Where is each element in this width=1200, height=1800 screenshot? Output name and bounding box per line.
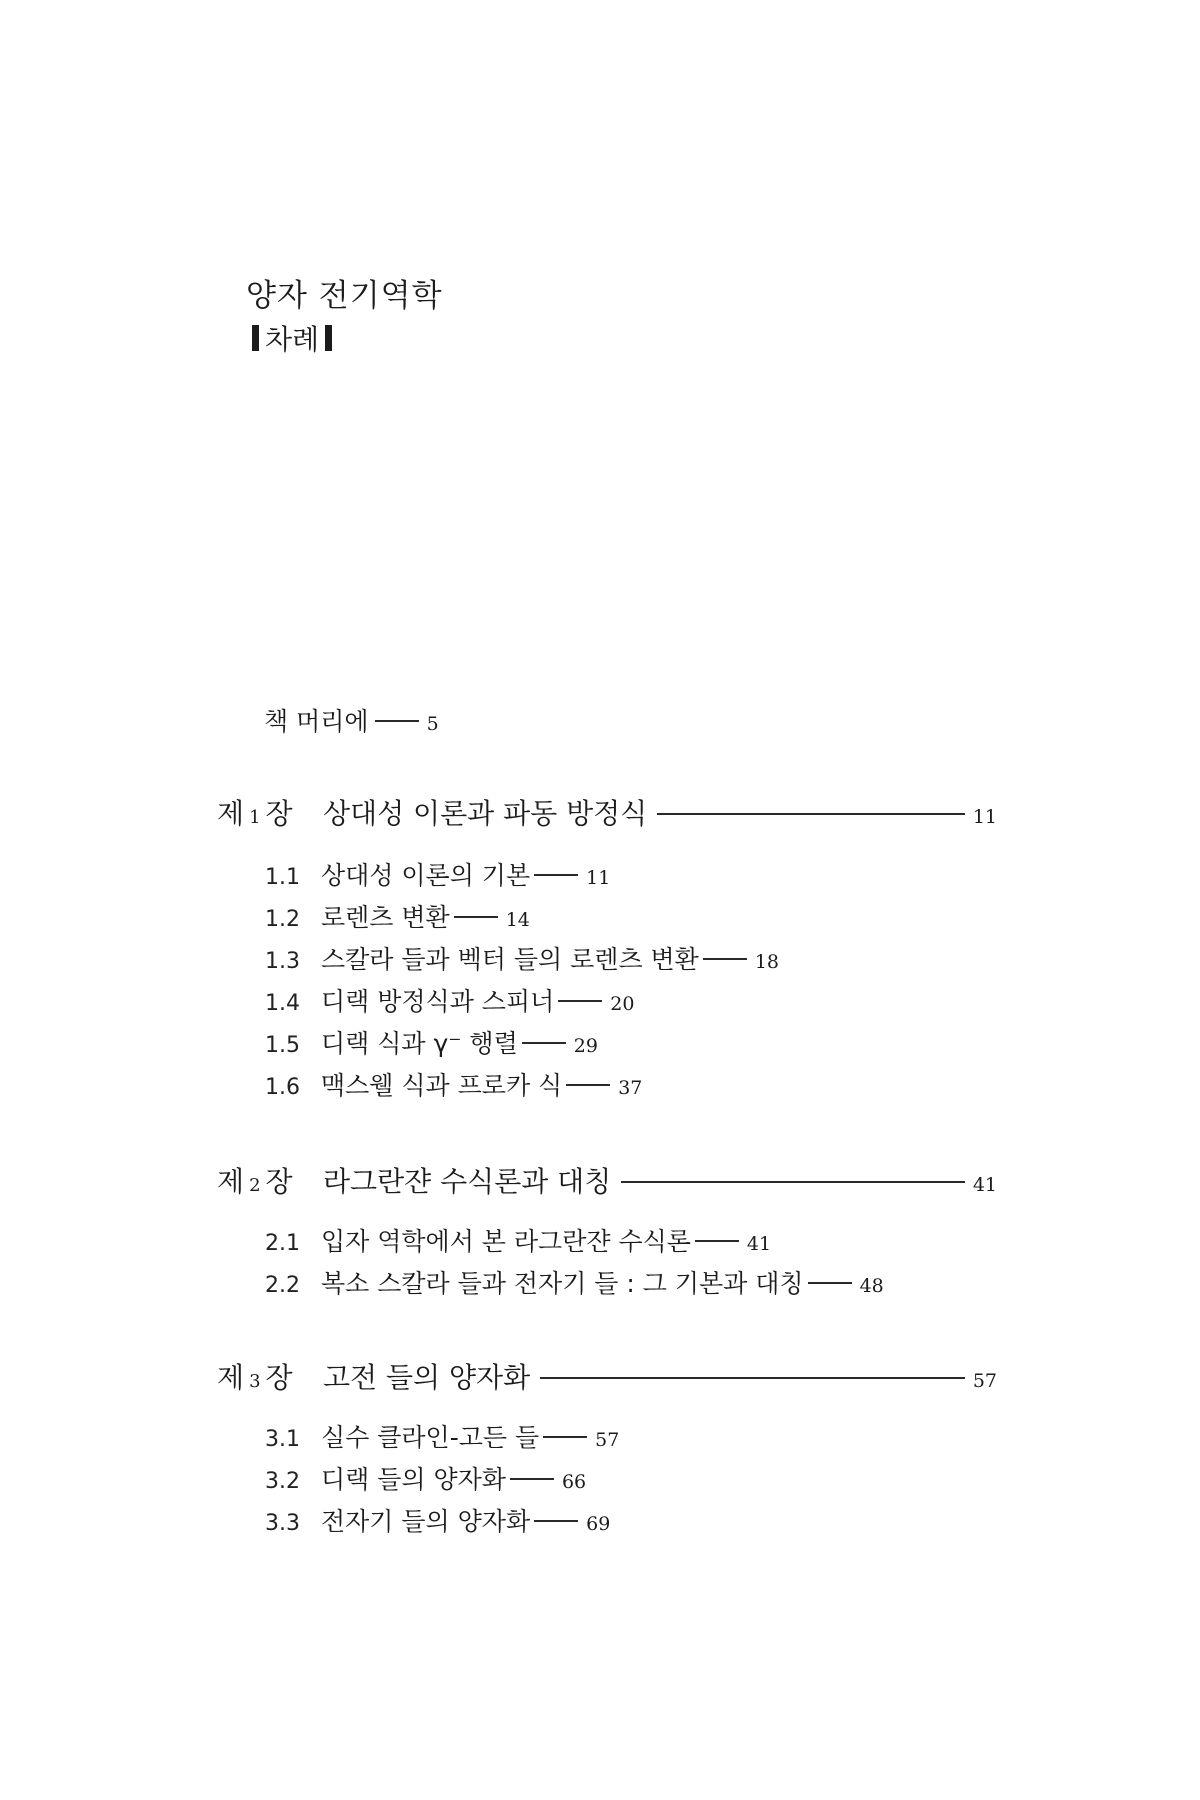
toc-heading-label: 차례 xyxy=(265,323,320,356)
section-page: 41 xyxy=(746,1233,772,1255)
toc-chapter-2 xyxy=(217,1160,997,1200)
section-title: 상대성 이론의 기본 xyxy=(321,861,531,890)
chapter-prefix: 제 xyxy=(217,797,245,830)
chapter-number: 2 xyxy=(249,1175,261,1196)
leader-line xyxy=(543,1436,587,1438)
heading-bar-right xyxy=(325,325,332,351)
chapter-number: 3 xyxy=(249,1371,261,1392)
toc-section xyxy=(265,1222,771,1258)
chapter-suffix: 장 xyxy=(265,797,293,830)
section-number: 1.6 xyxy=(265,1075,300,1100)
section-title: 스칼라 들과 벡터 들의 로렌츠 변환 xyxy=(321,945,699,974)
leader-line xyxy=(454,916,498,918)
section-page: 57 xyxy=(595,1429,620,1451)
chapter-label xyxy=(217,792,323,832)
chapter-suffix: 장 xyxy=(265,1361,293,1394)
heading-bar-left xyxy=(252,325,259,351)
section-page: 37 xyxy=(618,1077,643,1099)
section-number: 1.3 xyxy=(265,949,300,974)
section-title: 디랙 방정식과 스피너 xyxy=(321,987,555,1016)
book-title: 양자 전기역학 xyxy=(246,278,443,314)
section-title: 로렌츠 변환 xyxy=(321,903,450,932)
leader-line xyxy=(540,1377,965,1379)
chapter-label xyxy=(217,1356,323,1396)
section-title: 디랙 들의 양자화 xyxy=(321,1465,506,1494)
leader-line xyxy=(808,1282,852,1284)
section-number: 3.1 xyxy=(265,1427,300,1452)
leader-line xyxy=(534,874,578,876)
preface-title: 책 머리에 xyxy=(264,707,369,736)
section-page: 69 xyxy=(586,1513,611,1535)
leader-line xyxy=(703,958,747,960)
section-number: 3.3 xyxy=(265,1511,300,1536)
section-number: 1.2 xyxy=(265,907,300,932)
preface-page: 5 xyxy=(426,713,439,735)
chapter-number: 1 xyxy=(249,807,261,828)
section-number: 1.1 xyxy=(265,865,300,890)
chapter-page: 11 xyxy=(972,806,997,828)
leader-line xyxy=(558,1000,602,1002)
toc-section xyxy=(265,898,530,934)
section-number: 1.4 xyxy=(265,991,300,1016)
leader-line xyxy=(534,1520,578,1522)
section-page: 29 xyxy=(573,1035,598,1057)
toc-entry-preface xyxy=(264,702,439,738)
toc-section xyxy=(265,940,779,976)
section-title: 복소 스칼라 들과 전자기 들 : 그 기본과 대칭 xyxy=(321,1269,804,1298)
chapter-title: 고전 들의 양자화 xyxy=(323,1361,531,1394)
leader-line xyxy=(566,1084,610,1086)
section-title: 전자기 들의 양자화 xyxy=(321,1507,531,1536)
toc-section xyxy=(265,856,610,892)
section-page: 48 xyxy=(859,1275,884,1297)
leader-line xyxy=(621,1181,965,1183)
toc-section xyxy=(265,1418,619,1454)
section-page: 14 xyxy=(505,909,530,931)
toc-section xyxy=(265,1460,586,1496)
toc-heading xyxy=(246,318,338,358)
section-title: 디랙 식과 γ⁻ 행렬 xyxy=(321,1029,518,1058)
toc-section xyxy=(265,1024,598,1060)
toc-chapter-1 xyxy=(217,792,997,832)
toc-section xyxy=(265,1066,642,1102)
section-page: 20 xyxy=(610,993,635,1015)
leader-line xyxy=(375,720,419,722)
section-number: 2.2 xyxy=(265,1273,300,1298)
chapter-page: 57 xyxy=(972,1370,997,1392)
chapter-title: 라그란쟌 수식론과 대칭 xyxy=(323,1165,612,1198)
toc-section xyxy=(265,982,634,1018)
leader-line xyxy=(695,1240,739,1242)
section-page: 18 xyxy=(754,951,780,973)
toc-section xyxy=(265,1264,884,1300)
section-title: 맥스웰 식과 프로카 식 xyxy=(321,1071,563,1100)
chapter-suffix: 장 xyxy=(265,1165,293,1198)
chapter-label xyxy=(217,1160,323,1200)
section-number: 2.1 xyxy=(265,1231,300,1256)
section-number: 1.5 xyxy=(265,1033,300,1058)
toc-chapter-3 xyxy=(217,1356,997,1396)
chapter-prefix: 제 xyxy=(217,1361,245,1394)
chapter-prefix: 제 xyxy=(217,1165,245,1198)
leader-line xyxy=(657,813,965,815)
chapter-title: 상대성 이론과 파동 방정식 xyxy=(323,797,648,830)
section-number: 3.2 xyxy=(265,1469,300,1494)
leader-line xyxy=(522,1042,566,1044)
toc-section xyxy=(265,1502,610,1538)
leader-line xyxy=(510,1478,554,1480)
section-title: 입자 역학에서 본 라그란쟌 수식론 xyxy=(321,1227,691,1256)
section-page: 66 xyxy=(561,1471,587,1493)
chapter-page: 41 xyxy=(972,1174,997,1196)
section-page: 11 xyxy=(586,867,611,889)
section-title: 실수 클라인-고든 들 xyxy=(321,1423,540,1452)
